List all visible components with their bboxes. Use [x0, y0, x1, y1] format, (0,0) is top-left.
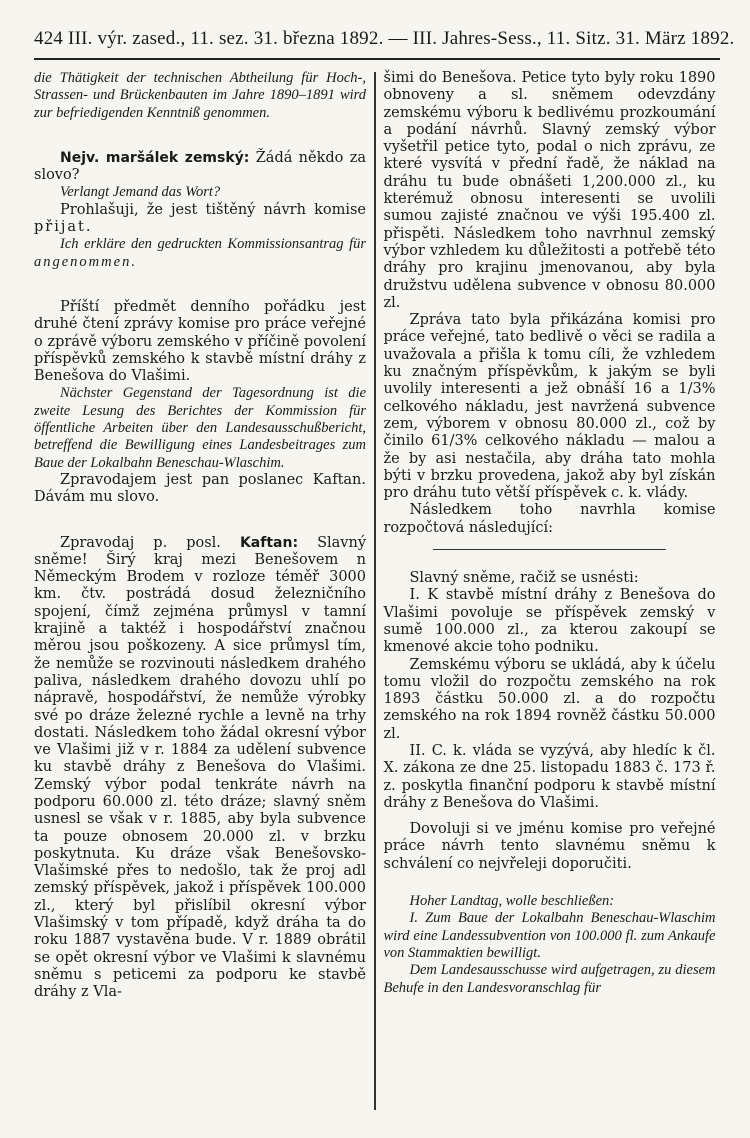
paragraph: Nächster Gegenstand der Tagesordnung ist die zweite Lesung des Berichtes der Kommission für öffentliche Arbeiten über den Landesausschußbericht, betreffend die Bewilligung eines Landesbeitrages zum Baue der Lokalbahn Beneschau-Wlaschim.: [34, 385, 366, 471]
paragraph: Zpravodajem jest pan poslanec Kaftan. Dávám mu slovo.: [34, 471, 366, 506]
paragraph: Verlangt Jemand das Wort?: [60, 184, 221, 201]
speech-text: Zpravodaj p. posl.: [60, 534, 221, 551]
paragraph: [384, 312, 716, 502]
paragraph: [34, 202, 366, 237]
text-run: celkového nákladu, jest navržená subvence zem, výborem v obnosu 80.000 zl., což by činilo 6: [383, 398, 716, 450]
paragraph: Dovoluji si ve jménu komise pro veřejné práce návrh tento slavnému sněmu k schválení co nejvřeleji doporučiti.: [383, 821, 716, 872]
paragraph: Dem Landesausschusse wird aufgetragen, zu diesem Behufe in den Landesvoranschlag für: [383, 962, 716, 996]
emphasis-text: přijat.: [34, 219, 93, 236]
paragraph: Následkem toho navrhla komise rozpočtová následující:: [383, 502, 716, 536]
paragraph: I. Zum Baue der Lokalbahn Beneschau-Wlaschim wird eine Landessubvention von 100.000 fl. zum Ankaufe von Stammaktien bewilligt.: [383, 910, 716, 961]
speech-text: Žádá někdo za slovo?: [34, 149, 366, 184]
paragraph: šimi do Benešova. Petice tyto byly roku 1890 obnoveny a sl. sněmem odevzdány zemskému výboru k bedlivému prozkoumání a podání návrhů. Slavný zemský výbor vyšetřil petice tyto, podal o nich zprávu, ze které vysvítá v přední řadě, že náklad na dráhu tu bude obnášeti 1,200.000 zl., ku kterémuž obnosu interesenti se uvolili sumou zajisté značnou ve výši 195.400 zl. přispěti. Následkem toho navrhnul zemský výbor vzhledem ku důležitosti a potřebě této dráhy pro krajinu jmenovanou, aby byla družstvu udělena subvence v obnosu 80.000 zl.: [383, 70, 716, 311]
speech-text: Ich erkläre den gedruckten Kommissionsantrag für: [60, 236, 366, 253]
paragraph: Slavný sněme, račiž se usnésti:: [409, 570, 639, 587]
paragraph: II. C. k. vláda se vyzývá, aby hledíc k čl. X. zákona ze dne 25. listopadu 1883 č. 173 ř. z. poskytla finanční podporu k stavbě místní dráhy z Benešova do Vlašimi.: [383, 742, 716, 811]
two-column-body: [34, 70, 720, 1110]
speaker-paragraph: [34, 535, 366, 1002]
paragraph: die Thätigkeit der technischen Abtheilung für Hoch-, Strassen- und Brückenbauten im Jahre 1890–1891 wird zur befriedigenden Kenntniß genommen.: [34, 70, 366, 121]
paragraph: [34, 236, 366, 271]
emphasis-text: angenommen.: [34, 253, 137, 270]
right-column: [376, 70, 716, 1110]
paragraph: I. K stavbě místní dráhy z Benešova do Vlašimi povoluje se příspěvek zemský v sumě 100.000 zl., za kterou zakoupí se kmenové akcie toho podniku.: [383, 587, 716, 656]
paragraph: Příští předmět denního pořádku jest druhé čtení zprávy komise pro práce veřejné o zprávě výboru zemského v příčině povolení příspěvků zemského k stavbě místní dráhy z Benešova do Vlašimi.: [34, 298, 366, 385]
left-column: [34, 70, 374, 1110]
fraction: 1/3%: [440, 433, 478, 450]
speech-text: Slavný sněme! Širý kraj mezi Benešovem n Německým Brodem v rozloze téměř 3000 km. čtv. postrádá dosud železničního spojení, čímž zejména průmysl v tamní krajině a taktéž i hospodářství značnou měrou jsou poškozeny. A sice průmysl tím, že nemůže se rozvinouti následkem drahého paliva, následkem drahého dovozu uhlí po nápravě, hospodářství, že nemůže výrobky své po dráze železné rychle a levně na trhy dostati. Následkem toho žádal okresní výbor ve Vlašimi již v r. 1884 za udělení subvence ku stavbě dráhy z Benešova do Vlašimi. Zemský výbor podal tenkráte návrh na podporu 60.000 zl. této dráze; slavný sněm usnesl se však v r. 1885, aby byla subvence ta pouze obnosem 20.000 zl. v brzku poskytnuta. Ku dráze však Benešovsko-Vlašimské přes to nedošlo, tak že proj adl zemský příspěvek, jakož i příspěvek 100.000 zl., který byl přislíbil okresní výbor Vlašimský v tom případě, když dráha ta do roku 1887 vystavěna bude. V r. 1889 obrátil se opět okresní výbor ve Vlašimi k slavnému sněmu s peticemi za podporu ke stavbě dráhy z Vla-: [34, 534, 367, 1001]
speaker-name: Kaftan:: [239, 534, 299, 551]
paragraph: Hoher Landtag, wolle beschließen:: [409, 893, 615, 910]
fraction: 1/3%: [678, 381, 716, 398]
running-header: 424 III. výr. zased., 11. sez. 31. března 1892. — III. Jahres-Sess., 11. Sitz. 31. März 1892.: [34, 28, 735, 49]
speaker-name: Nejv. maršálek zemský:: [60, 149, 250, 166]
paragraph: Zemskému výboru se ukládá, aby k účelu tomu vložil do rozpočtu zemského na rok 1893 částku 50.000 zl. a do rozpočtu zemského na rok 1894 rovněž částku 50.000 zl.: [383, 656, 716, 742]
header-rule: [34, 58, 720, 60]
text-run: Zpráva tato byla přikázána komisi pro práce veřejné, tato bedlivě o věci se radila a uvažovala a přišla k tomu cíli, že vzhledem ku značným příspěvkům, k jakým se byli uvolily interesenti a jež obnáší 16 a: [383, 312, 716, 398]
section-rule: [433, 549, 665, 550]
speaker-paragraph: [34, 150, 366, 185]
speech-text: Prohlašuji, že jest tištěný návrh komise: [60, 201, 366, 218]
text-run: celkového nákladu — malou a že by asi nestačila, aby dráha tato mohla býti v brzku provedena, jakož aby byl získán pro dráhu tuto větší příspěvek c. k. vlády.: [383, 433, 716, 502]
